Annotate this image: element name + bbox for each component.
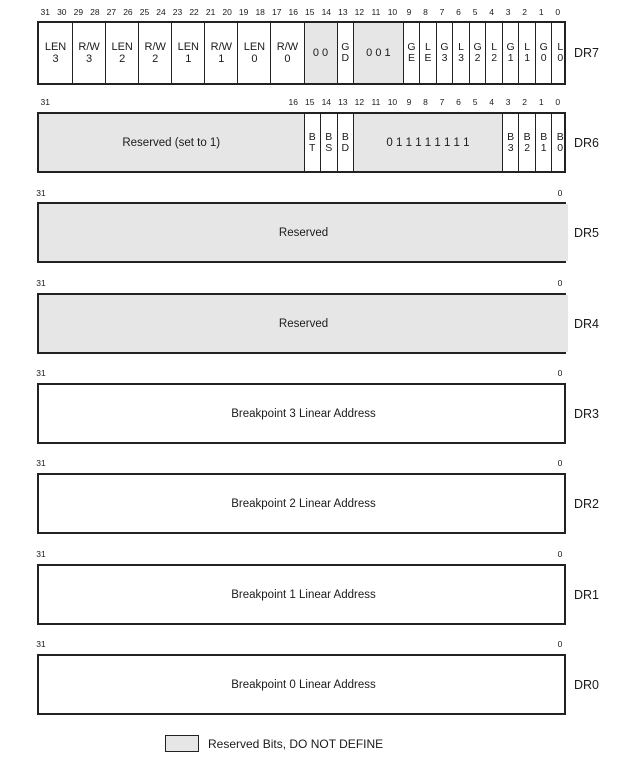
dr5-name: DR5 bbox=[574, 225, 600, 240]
bit-number: 9 bbox=[406, 7, 412, 17]
bit-number: 15 bbox=[305, 97, 315, 107]
dr6-field-label: Reserved (set to 1) bbox=[122, 136, 221, 149]
dr3-bit-numbers bbox=[0, 367, 631, 379]
dr0-field-label: Breakpoint 0 Linear Address bbox=[231, 678, 376, 691]
dr7-field bbox=[502, 23, 519, 83]
dr7-field-label: LEN 1 bbox=[177, 41, 199, 65]
dr7-field bbox=[419, 23, 436, 83]
dr7-field-label: L 1 bbox=[524, 41, 531, 64]
dr7-field-label: R/W 1 bbox=[210, 41, 233, 65]
dr6-field bbox=[353, 114, 502, 171]
dr1-field bbox=[39, 566, 568, 623]
bit-number: 0 bbox=[557, 278, 563, 288]
dr7-field bbox=[39, 23, 72, 83]
bit-number: 11 bbox=[371, 7, 381, 17]
dr0-name: DR0 bbox=[574, 677, 600, 692]
dr7-field bbox=[436, 23, 453, 83]
dr7-bit-numbers bbox=[0, 6, 631, 18]
dr3-register bbox=[37, 383, 566, 444]
dr5-register bbox=[37, 202, 566, 263]
dr5-field-label: Reserved bbox=[278, 226, 329, 239]
bit-number: 31 bbox=[36, 278, 46, 288]
dr6-field bbox=[304, 114, 321, 171]
dr7-field bbox=[72, 23, 105, 83]
dr6-field-label: B S bbox=[325, 130, 333, 154]
legend bbox=[165, 735, 383, 752]
bit-number: 0 bbox=[555, 7, 561, 17]
bit-number: 24 bbox=[156, 7, 166, 17]
dr6-field-label: B 0 bbox=[556, 130, 564, 154]
dr4-field-label: Reserved bbox=[278, 317, 329, 330]
bit-number: 13 bbox=[338, 97, 348, 107]
dr7-field bbox=[270, 23, 303, 83]
dr7-register bbox=[37, 21, 566, 85]
dr4-bit-numbers bbox=[0, 277, 631, 289]
bit-number: 16 bbox=[288, 97, 298, 107]
dr6-field-label: 0 1 1 1 1 1 1 1 1 bbox=[386, 136, 470, 149]
dr7-field-label: G 3 bbox=[440, 41, 449, 64]
legend-swatch bbox=[165, 735, 199, 752]
dr7-field bbox=[171, 23, 204, 83]
dr2-field-label: Breakpoint 2 Linear Address bbox=[231, 497, 376, 510]
bit-number: 31 bbox=[36, 458, 46, 468]
dr7-field-label: LEN 0 bbox=[243, 41, 266, 65]
bit-number: 2 bbox=[522, 97, 528, 107]
dr0-bit-numbers bbox=[0, 638, 631, 650]
dr1-bit-numbers bbox=[0, 548, 631, 560]
bit-number: 14 bbox=[321, 7, 332, 17]
dr7-field-label: G 1 bbox=[506, 41, 515, 64]
bit-number: 6 bbox=[456, 97, 461, 107]
dr1-field-label: Breakpoint 1 Linear Address bbox=[231, 588, 376, 601]
dr4-name: DR4 bbox=[574, 316, 600, 331]
bit-number: 17 bbox=[271, 7, 282, 17]
dr7-field-label: G D bbox=[341, 41, 350, 64]
bit-number: 8 bbox=[423, 7, 428, 17]
dr5-field bbox=[39, 204, 568, 261]
dr7-field bbox=[403, 23, 420, 83]
bit-number: 0 bbox=[557, 368, 563, 378]
bit-number: 3 bbox=[505, 97, 511, 107]
dr7-field-label: G E bbox=[407, 41, 416, 64]
dr7-field-label: L E bbox=[424, 41, 432, 64]
bit-number: 14 bbox=[321, 97, 332, 107]
dr6-field bbox=[320, 114, 337, 171]
dr7-field bbox=[452, 23, 469, 83]
dr7-field-label: L 2 bbox=[491, 41, 498, 64]
bit-number: 13 bbox=[338, 7, 348, 17]
dr0-field bbox=[39, 656, 568, 713]
dr7-field-label: G 0 bbox=[539, 41, 548, 64]
bit-number: 0 bbox=[557, 639, 563, 649]
dr6-register bbox=[37, 112, 566, 173]
bit-number: 0 bbox=[557, 549, 563, 559]
bit-number: 20 bbox=[222, 7, 232, 17]
dr6-field bbox=[535, 114, 552, 171]
dr4-register bbox=[37, 293, 566, 354]
bit-number: 0 bbox=[557, 458, 563, 468]
dr7-field-label: L 3 bbox=[458, 41, 464, 64]
bit-number: 7 bbox=[439, 7, 445, 17]
bit-number: 30 bbox=[57, 7, 67, 17]
dr6-field bbox=[518, 114, 535, 171]
bit-number: 28 bbox=[90, 7, 100, 17]
bit-number: 10 bbox=[387, 97, 398, 107]
bit-number: 5 bbox=[472, 7, 478, 17]
bit-number: 25 bbox=[139, 7, 150, 17]
dr7-field bbox=[353, 23, 403, 83]
bit-number: 0 bbox=[557, 188, 563, 198]
bit-number: 10 bbox=[387, 7, 398, 17]
bit-number: 31 bbox=[36, 188, 46, 198]
bit-number: 29 bbox=[73, 7, 84, 17]
bit-number: 26 bbox=[123, 7, 133, 17]
dr7-field-label: 0 0 bbox=[312, 47, 329, 59]
bit-number: 18 bbox=[255, 7, 265, 17]
dr7-field bbox=[337, 23, 354, 83]
bit-number: 31 bbox=[36, 639, 46, 649]
dr6-bit-numbers bbox=[0, 96, 631, 108]
bit-number: 3 bbox=[505, 7, 511, 17]
dr7-field bbox=[535, 23, 552, 83]
dr7-field-label: LEN 3 bbox=[44, 41, 67, 65]
bit-number: 4 bbox=[489, 7, 494, 17]
bit-number: 31 bbox=[36, 549, 46, 559]
dr6-field bbox=[502, 114, 519, 171]
dr7-field-label: R/W 3 bbox=[78, 41, 100, 65]
bit-number: 5 bbox=[472, 97, 478, 107]
bit-number: 12 bbox=[354, 97, 365, 107]
dr2-name: DR2 bbox=[574, 496, 600, 511]
bit-number: 31 bbox=[36, 368, 46, 378]
dr6-field-label: B 1 bbox=[540, 130, 548, 154]
dr1-register bbox=[37, 564, 566, 625]
dr7-field bbox=[204, 23, 237, 83]
bit-number: 21 bbox=[205, 7, 216, 17]
dr6-field-label: B D bbox=[341, 130, 350, 154]
dr7-field-label: G 2 bbox=[473, 41, 482, 64]
dr7-field-label: 0 0 1 bbox=[366, 47, 391, 59]
dr7-field bbox=[485, 23, 502, 83]
bit-number: 23 bbox=[172, 7, 183, 17]
bit-number: 11 bbox=[371, 97, 381, 107]
bit-number: 0 bbox=[555, 97, 561, 107]
dr7-field bbox=[304, 23, 337, 83]
dr2-field bbox=[39, 475, 568, 532]
bit-number: 9 bbox=[406, 97, 412, 107]
dr7-field bbox=[105, 23, 138, 83]
bit-number: 6 bbox=[456, 7, 461, 17]
dr7-field bbox=[138, 23, 171, 83]
dr6-field-label: B T bbox=[308, 130, 316, 154]
bit-number: 15 bbox=[305, 7, 315, 17]
bit-number: 16 bbox=[288, 7, 298, 17]
dr3-field-label: Breakpoint 3 Linear Address bbox=[231, 407, 376, 420]
bit-number: 7 bbox=[439, 97, 445, 107]
bit-number: 27 bbox=[106, 7, 117, 17]
bit-number: 2 bbox=[522, 7, 528, 17]
bit-number: 31 bbox=[40, 97, 50, 107]
dr0-register bbox=[37, 654, 566, 715]
dr4-field bbox=[39, 295, 568, 352]
dr7-field-label: LEN 2 bbox=[111, 41, 133, 65]
bit-number: 1 bbox=[538, 7, 544, 17]
dr6-field-label: B 3 bbox=[507, 130, 515, 154]
bit-number: 22 bbox=[189, 7, 199, 17]
dr7-field-label: R/W 2 bbox=[144, 41, 166, 65]
dr5-bit-numbers bbox=[0, 187, 631, 199]
dr6-field-label: B 2 bbox=[523, 130, 531, 154]
dr7-name: DR7 bbox=[574, 46, 600, 60]
dr7-field-label: L 0 bbox=[557, 41, 564, 64]
dr6-field bbox=[551, 114, 568, 171]
dr1-name: DR1 bbox=[574, 587, 600, 602]
dr6-field bbox=[39, 114, 304, 171]
bit-number: 8 bbox=[423, 97, 428, 107]
dr6-field bbox=[337, 114, 354, 171]
dr7-field bbox=[518, 23, 535, 83]
dr7-field bbox=[551, 23, 568, 83]
dr2-register bbox=[37, 473, 566, 534]
dr7-field-label: R/W 0 bbox=[276, 41, 299, 65]
bit-number: 19 bbox=[238, 7, 249, 17]
bit-number: 4 bbox=[489, 97, 494, 107]
legend-label: Reserved Bits, DO NOT DEFINE bbox=[208, 736, 384, 751]
dr7-field bbox=[237, 23, 270, 83]
bit-number: 1 bbox=[538, 97, 544, 107]
dr3-name: DR3 bbox=[574, 406, 600, 421]
dr6-name: DR6 bbox=[574, 135, 600, 150]
dr3-field bbox=[39, 385, 568, 442]
dr2-bit-numbers bbox=[0, 457, 631, 469]
dr7-field bbox=[469, 23, 486, 83]
bit-number: 12 bbox=[354, 7, 365, 17]
bit-number: 31 bbox=[40, 7, 50, 17]
